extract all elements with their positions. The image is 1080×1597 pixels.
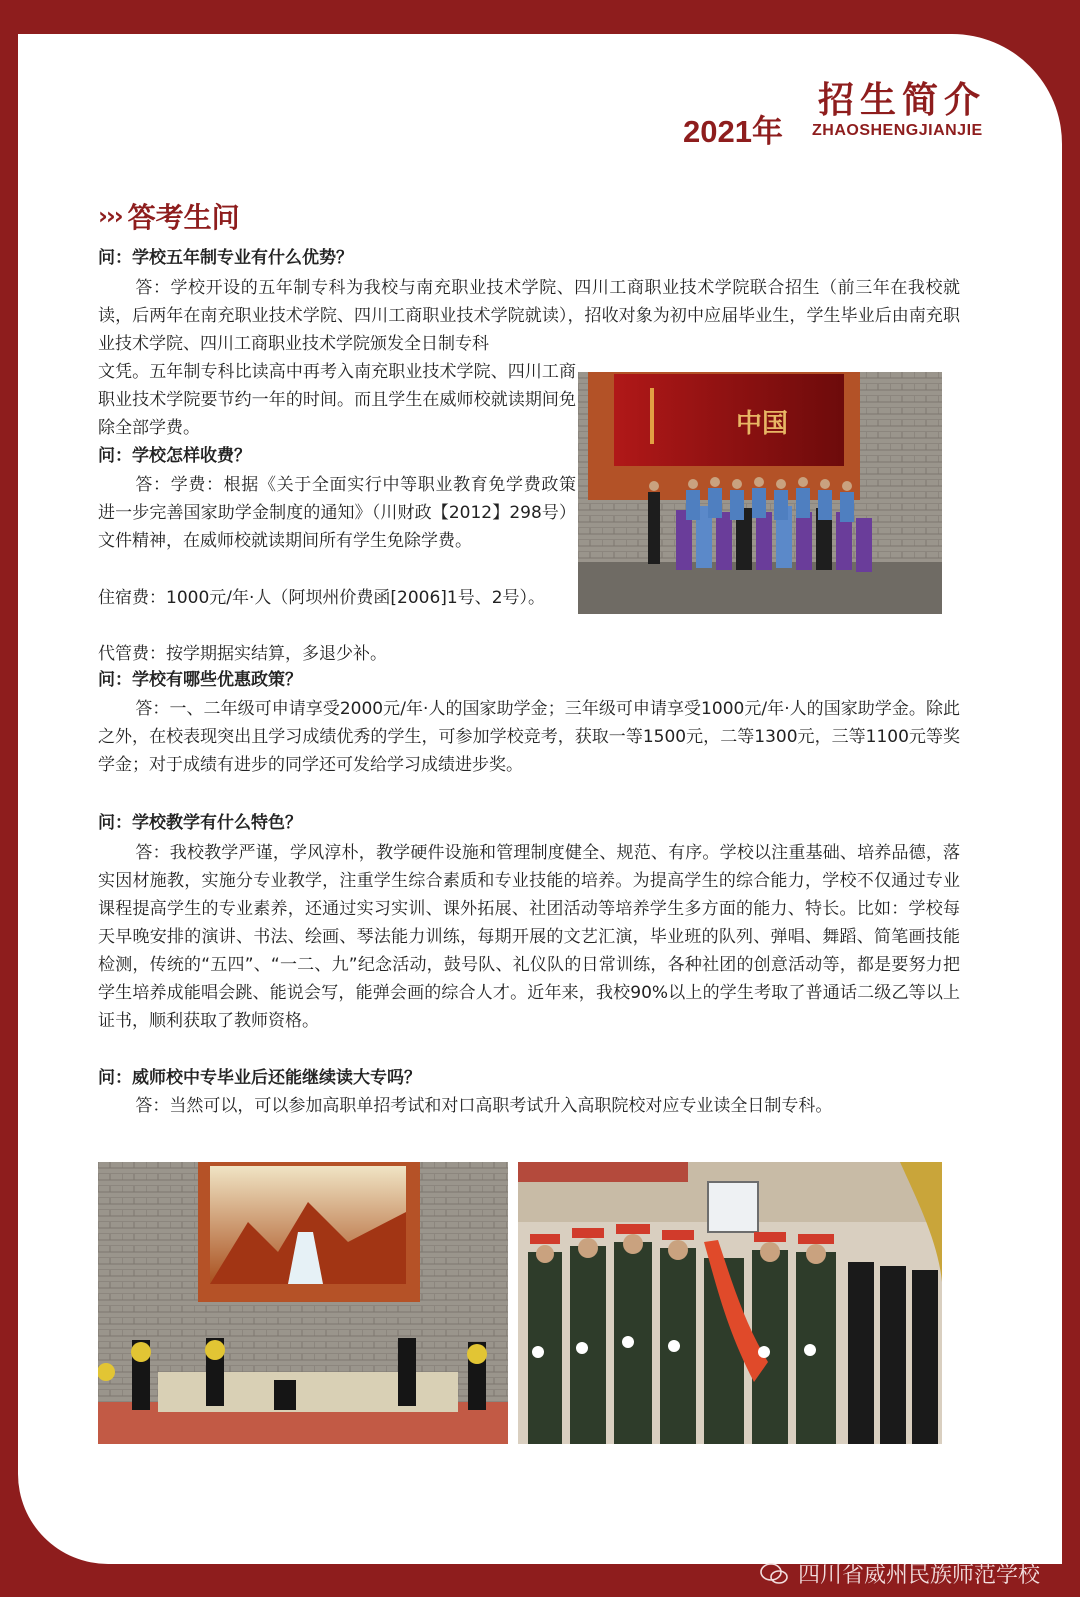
answer-3: 答：一、二年级可申请享受2000元/年·人的国家助学金；三年级可申请享受1000元/年·人的国家助学金。除此之外，在校表现突出且学习成绩优秀的学生，可参加学校竞考，获取一等1500元，二等1300元，三等1100元等奖学金；对于成绩有进步的同学还可发给学习成绩进步奖。 (98, 699, 960, 775)
answer-2-lodging: 住宿费：1000元/年·人（阿坝州价费函[2006]1号、2号）。 (98, 588, 546, 608)
section-title: 答考生问 (127, 201, 240, 234)
question-3: 问：学校有哪些优惠政策？ (98, 670, 302, 690)
page-sheet (18, 34, 1062, 1564)
question-1: 问：学校五年制专业有什么优势？ (98, 248, 353, 268)
watermark (760, 1558, 1040, 1589)
chevrons-icon: ››› (98, 202, 122, 230)
performance-photo (98, 1162, 508, 1444)
watermark-text: 四川省威州民族师范学校 (797, 1563, 1040, 1588)
wechat-icon (760, 1563, 788, 1585)
header-pinyin: ZHAOSHENGJIANJIE (812, 122, 983, 139)
question-4: 问：学校教学有什么特色？ (98, 813, 302, 833)
section-heading (98, 196, 240, 236)
answer-2: 答：学费：根据《关于全面实行中等职业教育免学费政策进一步完善国家助学金制度的通知》（川财政【2012】298号）文件精神，在威师校就读期间所有学生免除学费。 (98, 475, 576, 551)
choir-photo (578, 372, 942, 614)
header-title: 招生简介 (818, 80, 987, 121)
answer-4: 答：我校教学严谨，学风淳朴，教学硬件设施和管理制度健全、规范、有序。学校以注重基础、培养品德，落实因材施教，实施分专业教学，注重学生综合素质和专业技能的培养。为提高学生的综合能力，学校不仅通过专业课程提高学生的专业素养，还通过实习实训、课外拓展、社团活动等培养学生多方面的能力、特长。比如：学校每天早晚安排的演讲、书法、绘画、琴法能力训练，每期开展的文艺汇演，毕业班的队列、弹唱、舞蹈、简笔画技能检测，传统的“五四”、“一二、九”纪念活动，鼓号队、礼仪队的日常训练，各种社团的创意活动等，都是要努力把学生培养成能唱会跳、能说会写，能弹会画的综合人才。近年来，我校90%以上的学生考取了普通话二级乙等以上证书，顺利获取了教师资格。 (98, 843, 960, 1031)
question-2: 问：学校怎样收费？ (98, 446, 251, 466)
question-5: 问：威师校中专毕业后还能继续读大专吗？ (98, 1068, 421, 1088)
answer-1-wrap: 文凭。五年制专科比读高中再考入南充职业技术学院、四川工商职业技术学院要节约一年的时间。而且学生在威师校就读期间免除全部学费。 (98, 362, 576, 438)
answer-5: 答：当然可以，可以参加高职单招考试和对口高职考试升入高职院校对应专业读全日制专科。 (135, 1096, 833, 1116)
screen-text: 中国 (736, 409, 789, 439)
answer-2-custody: 代管费：按学期据实结算，多退少补。 (98, 644, 387, 664)
honor-guard-photo (518, 1162, 942, 1444)
answer-1-full: 答：学校开设的五年制专科为我校与南充职业技术学院、四川工商职业技术学院联合招生（前三年在我校就读，后两年在南充职业技术学院、四川工商职业技术学院就读），招收对象为初中应届毕业生，学生毕业后由南充职业技术学院、四川工商职业技术学院颁发全日制专科 (98, 278, 960, 354)
header-year: 2021年 (683, 114, 783, 149)
